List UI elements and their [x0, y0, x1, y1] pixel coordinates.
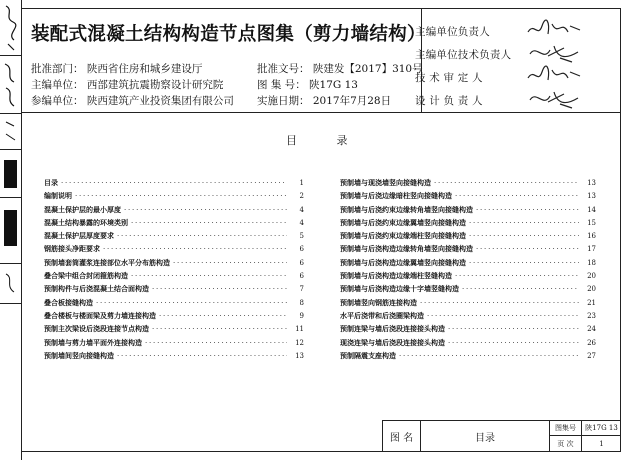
page-title: 装配式混凝土结构构造节点图集（剪力墙结构） [31, 24, 426, 45]
toc-entry-page: 26 [587, 338, 596, 347]
toc-entry-page: 27 [587, 351, 596, 360]
signature-mark-icon [0, 56, 21, 114]
toc-entry[interactable] [44, 324, 304, 337]
toc-entry-title: 预制墙与后浇约束边缘翼墙竖向接缝构造 [340, 217, 466, 227]
toc-entry[interactable] [340, 244, 596, 257]
toc-entry[interactable] [340, 178, 596, 191]
impl-date-line: 实施日期： 2017年7月28日 [257, 95, 392, 107]
toc-entry-page: 5 [299, 232, 304, 241]
toc-entry-page: 14 [587, 205, 596, 214]
atlas-no: 陕17G 13 [309, 79, 358, 91]
toc-entry-title: 混凝土保护层厚度要求 [44, 231, 114, 241]
toc-entry-title: 水平后浇带和后浇圈梁构造 [340, 310, 424, 320]
toc-entry-page: 18 [587, 258, 596, 267]
toc-entry[interactable] [44, 311, 304, 324]
toc-entry-page: 4 [299, 205, 304, 214]
dot-leader [145, 339, 287, 347]
toc-entry-page: 2 [299, 192, 304, 201]
toc-entry-page: 23 [587, 311, 596, 320]
toc-entry-title: 预制墙与后浇构造边缘翼墙竖向接缝构造 [340, 257, 466, 267]
dot-leader [131, 219, 287, 227]
chief-unit: 西部建筑抗震勘察设计研究院 [86, 79, 224, 91]
binding-strip [0, 0, 22, 460]
toc-entry-title: 叠合梁中组合封闭箍筋构造 [44, 271, 128, 281]
toc-entry-title: 钢筋接头净距要求 [44, 244, 100, 254]
dot-leader [469, 259, 579, 267]
footer-title-block [382, 420, 621, 452]
partner-unit-line: 参编单位： 陕西建筑产业投资集团有限公司 [31, 95, 234, 107]
atlas-no-label: 图集号 [550, 421, 582, 436]
signature-mark-icon [0, 264, 21, 304]
dot-leader [476, 206, 579, 214]
toc-entry-title: 预制墙套筒灌浆连接部位水平分布筋构造 [44, 257, 170, 267]
toc-entry-title: 预制构件与后浇混凝土结合面构造 [44, 284, 149, 294]
dot-leader [469, 219, 579, 227]
handwritten-signature-icon [524, 42, 584, 64]
toc-entry[interactable] [340, 205, 596, 218]
toc-entry-title: 混凝土保护层的最小厚度 [44, 204, 121, 214]
toc-entry-title: 预制墙与后浇约束边缘转角墙竖向接缝构造 [340, 204, 473, 214]
dot-leader [117, 352, 287, 360]
approval-no: 陕建发【2017】310号 [312, 63, 423, 75]
toc-entry-title: 叠合板接缝构造 [44, 297, 93, 307]
binding-cell [0, 150, 21, 198]
toc-entry-title: 预制墙间竖向接缝构造 [44, 350, 114, 360]
page-label: 页 次 [550, 436, 582, 452]
dot-leader [448, 325, 579, 333]
toc-entry-page: 9 [299, 311, 304, 320]
chief-unit-line: 主编单位： 西部建筑抗震勘察设计研究院 [31, 79, 224, 91]
toc-entry-page: 20 [587, 285, 596, 294]
toc-entry[interactable] [44, 258, 304, 271]
binding-cell [0, 114, 21, 150]
toc-entry-page: 6 [299, 258, 304, 267]
dot-leader [61, 179, 287, 187]
toc-entry[interactable] [44, 298, 304, 311]
toc-entry-title: 现浇连梁与墙后浇段连接接头构造 [340, 337, 445, 347]
toc-entry-page: 7 [299, 285, 304, 294]
partner-unit-label: 参编单位 [31, 95, 73, 107]
approval-no-label: 批准文号 [257, 63, 299, 75]
dot-leader [96, 299, 287, 307]
toc-entry[interactable] [44, 338, 304, 351]
toc-entry[interactable] [44, 244, 304, 257]
toc-entry[interactable] [340, 338, 596, 351]
toc-entry-title: 预制墙与后浇构造边缘转角墙竖向接缝构造 [340, 244, 473, 254]
signature-row [415, 70, 535, 85]
handwritten-signature-icon [524, 88, 584, 110]
handwritten-signature-icon [524, 64, 584, 86]
approval-dept-line: 批准部门： 陕西省住房和城乡建设厅 [31, 63, 203, 75]
dot-leader [462, 285, 579, 293]
dot-leader [75, 192, 287, 200]
impl-date: 2017年7月28日 [312, 95, 392, 107]
toc-entry[interactable] [340, 298, 596, 311]
toc-entry-title: 编制说明 [44, 191, 72, 201]
toc-entry-title: 预制墙与剪力墙平面外连接构造 [44, 337, 142, 347]
approval-dept-label: 批准部门 [31, 63, 73, 75]
signature-label: 设 计 负 责 人 [415, 95, 483, 107]
toc-entry[interactable] [340, 218, 596, 231]
dot-leader [103, 245, 287, 253]
toc-left-column [44, 178, 304, 364]
signature-mark-icon [0, 0, 21, 56]
toc-entry-title: 预制墙与现浇墙竖向接缝构造 [340, 178, 431, 187]
dot-leader [159, 312, 287, 320]
toc-entry[interactable] [340, 191, 596, 204]
approval-dept: 陕西省住房和城乡建设厅 [86, 63, 203, 75]
dot-leader [455, 272, 579, 280]
stamp-mark [4, 160, 17, 188]
map-name: 目录 [421, 421, 550, 452]
toc-entry-title: 叠合楼板与楼面梁及剪力墙连接构造 [44, 310, 156, 320]
toc-entry[interactable] [340, 271, 596, 284]
toc-entry[interactable] [44, 178, 304, 191]
atlas-no-label: 图 集 号 [257, 79, 296, 91]
toc-entry-page: 1 [299, 179, 304, 187]
dot-leader [152, 325, 287, 333]
signature-row [415, 24, 535, 39]
toc-entry-page: 12 [295, 338, 304, 347]
binding-cell [0, 198, 21, 264]
dot-leader [399, 352, 579, 360]
signature-row [415, 47, 535, 62]
dot-leader [434, 179, 579, 187]
binding-cell [0, 0, 21, 56]
toc-entry[interactable] [44, 271, 304, 284]
toc-entry-page: 6 [299, 245, 304, 254]
toc-entry[interactable] [44, 205, 304, 218]
toc-entry[interactable] [340, 284, 596, 297]
toc-entry-title: 混凝土结构暴露的环境类别 [44, 217, 128, 227]
stamp-mark [4, 210, 17, 246]
dot-leader [455, 192, 579, 200]
toc-entry-page: 13 [295, 351, 304, 360]
dot-leader [131, 272, 287, 280]
binding-cell [0, 264, 21, 304]
toc-entry[interactable] [340, 258, 596, 271]
dot-leader [448, 339, 579, 347]
map-name-label: 图 名 [383, 421, 421, 452]
page-number: 1 [599, 440, 604, 448]
toc-entry[interactable] [44, 191, 304, 204]
toc-entry-page: 13 [587, 192, 596, 201]
handwritten-signature-icon [524, 18, 584, 40]
toc-entry-page: 20 [587, 272, 596, 281]
toc-entry-title: 预制连梁与墙后浇段连接接头构造 [340, 324, 445, 334]
signature-label: 技 术 审 定 人 [415, 72, 483, 84]
toc-entry-page: 13 [587, 179, 596, 187]
toc-entry[interactable] [44, 351, 304, 364]
toc-entry[interactable] [44, 284, 304, 297]
approval-no-line: 批准文号： 陕建发【2017】310号 [257, 63, 423, 75]
toc-entry-page: 17 [587, 245, 596, 254]
toc-entry[interactable] [44, 218, 304, 231]
binding-cell [0, 56, 21, 114]
toc-entry-page: 21 [587, 298, 596, 307]
signature-mark-icon [0, 114, 21, 150]
toc-entry[interactable] [340, 351, 596, 364]
title-info-panel [21, 8, 426, 113]
signature-label: 主编单位负责人 [415, 26, 490, 38]
signature-row [415, 93, 535, 108]
dot-leader [469, 232, 579, 240]
toc-entry-page: 15 [587, 218, 596, 227]
partner-unit: 陕西建筑产业投资集团有限公司 [86, 95, 234, 107]
toc-entry[interactable] [340, 311, 596, 324]
dot-leader [152, 285, 287, 293]
dot-leader [173, 259, 287, 267]
toc-entry-title: 预制墙竖向钢筋连接构造 [340, 297, 417, 307]
toc-entry-title: 预制墙与后浇约束边缘端柱竖向接缝构造 [340, 231, 466, 241]
toc-entry-title: 预制墙与后浇构造边缘端柱竖缝构造 [340, 271, 452, 281]
atlas-no-value: 陕17G 13 [582, 421, 621, 436]
toc-entry-page: 6 [299, 272, 304, 281]
toc-entry[interactable] [340, 324, 596, 337]
dot-leader [117, 232, 287, 240]
signature-label: 主编单位技术负责人 [415, 49, 512, 61]
toc-entry-page: 4 [299, 218, 304, 227]
toc-entry-page: 16 [587, 232, 596, 241]
toc-right-column [340, 178, 596, 364]
toc-entry-title: 预制墙与后浇构造边缘十字墙竖缝构造 [340, 284, 459, 294]
dot-leader [476, 245, 579, 253]
toc-entry-page: 24 [587, 325, 596, 334]
toc-entry-title: 预制墙与后浇边缘暗柱竖向接缝构造 [340, 191, 452, 201]
atlas-no-line: 图 集 号： 陕17G 13 [257, 79, 358, 91]
dot-leader [420, 299, 579, 307]
toc-heading: 目 录 [286, 134, 366, 147]
impl-date-label: 实施日期 [257, 95, 299, 107]
toc-entry-title: 预制主次梁设后浇段连接节点构造 [44, 324, 149, 334]
toc-entry-title: 目录 [44, 178, 58, 187]
toc-entry-title: 预制隔震支座构造 [340, 350, 396, 360]
chief-unit-label: 主编单位 [31, 79, 73, 91]
toc-entry[interactable] [44, 231, 304, 244]
dot-leader [427, 312, 579, 320]
toc-entry-page: 8 [299, 298, 304, 307]
toc-entry-page: 11 [295, 325, 304, 334]
dot-leader [124, 206, 287, 214]
toc-entry[interactable] [340, 231, 596, 244]
